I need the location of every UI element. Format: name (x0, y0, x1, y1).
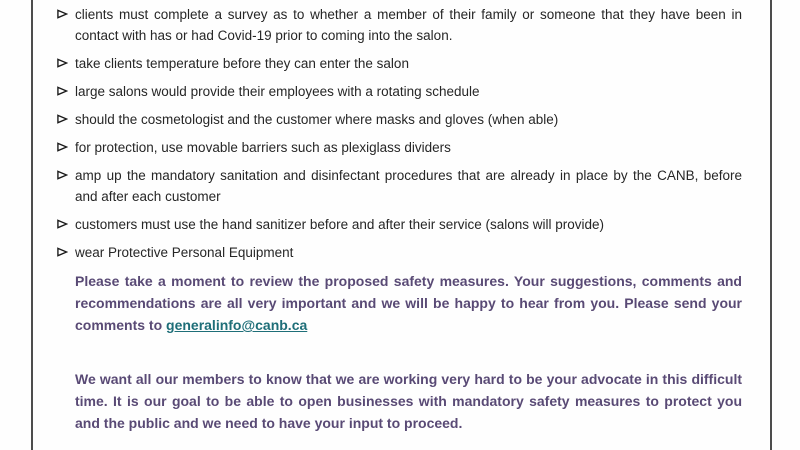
arrow-bullet-icon (57, 53, 69, 74)
arrow-bullet-icon (57, 137, 69, 158)
bullet-text: clients must complete a survey as to whether a member of their family or someone that they have been in contact with has or had Covid-19 prior to coming into the salon. (75, 7, 742, 43)
arrow-bullet-icon (57, 242, 69, 263)
bullet-text: wear Protective Personal Equipment (75, 245, 294, 260)
arrow-bullet-icon (57, 4, 69, 46)
list-item (57, 165, 742, 207)
list-item (57, 214, 742, 235)
document-page (31, 0, 772, 450)
feedback-paragraph-text: Please take a moment to review the proposed safety measures. Your suggestions, comments and recommendations are all very important and we will be happy to hear from you. Please send your comments to (75, 273, 742, 333)
bullet-text: customers must use the hand sanitizer before and after their service (salons will provide) (75, 217, 604, 232)
safety-measures-list (57, 4, 742, 263)
list-item (57, 4, 742, 46)
list-item (57, 53, 742, 74)
list-item (57, 81, 742, 102)
bullet-text: amp up the mandatory sanitation and disinfectant procedures that are already in place by the CANB, before and after each customer (75, 168, 742, 204)
bullet-text: should the cosmetologist and the customer where masks and gloves (when able) (75, 112, 559, 127)
arrow-bullet-icon (57, 109, 69, 130)
email-link[interactable]: generalinfo@canb.ca (166, 317, 308, 333)
bullet-text: take clients temperature before they can enter the salon (75, 56, 409, 71)
bullet-text: for protection, use movable barriers such as plexiglass dividers (75, 140, 451, 155)
closing-paragraph: We want all our members to know that we are working very hard to be your advocate in this difficult time. It is our goal to be able to open businesses with mandatory safety measures to protect you and the public and we need to have your input to proceed. (75, 371, 742, 431)
arrow-bullet-icon (57, 165, 69, 207)
list-item (57, 109, 742, 130)
arrow-bullet-icon (57, 214, 69, 235)
list-item (57, 137, 742, 158)
feedback-paragraph (75, 270, 742, 336)
list-item (57, 242, 742, 263)
arrow-bullet-icon (57, 81, 69, 102)
bullet-text: large salons would provide their employees with a rotating schedule (75, 84, 480, 99)
